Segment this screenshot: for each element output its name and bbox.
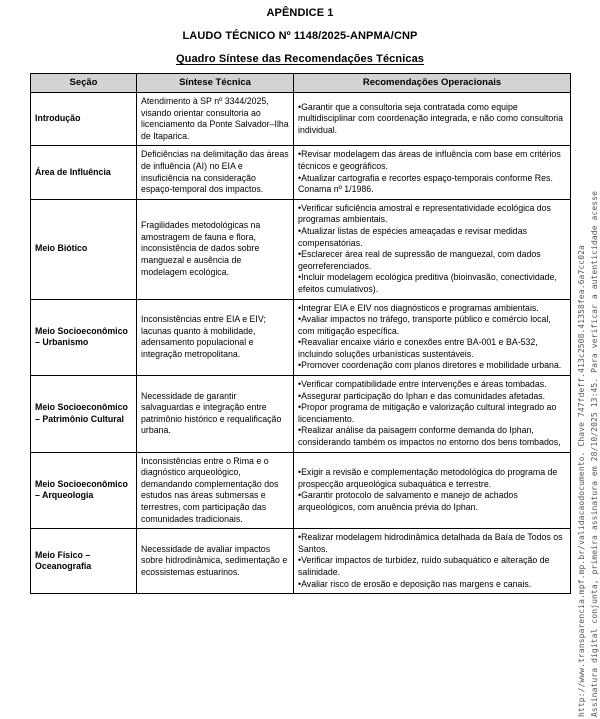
recommendation-item: • Reavaliar encaixe viário e conexões entre BA-001 e BA-532, incluindo soluções urbanísticas sustentáveis. bbox=[298, 337, 566, 360]
signature-validation-url: http://www.transparencia.mpf.mp.br/validacaodocumento. Chave 747fdeff.413c2508.41358fea.6a7cc02a bbox=[577, 245, 586, 717]
recommendation-item: • Verificar compatibilidade entre intervenções e áreas tombadas. bbox=[298, 379, 566, 391]
sintese-cell: Fragilidades metodológicas na amostragem de fauna e flora, inconsistência de dados sobre manguezal e ausência de modelagem ecológica. bbox=[137, 199, 294, 299]
recomendacoes-cell bbox=[294, 529, 571, 594]
recommendation-item: • Atualizar listas de espécies ameaçadas e revisar medidas compensatórias. bbox=[298, 226, 566, 249]
sintese-cell: Deficiências na delimitação das áreas de influência (AI) no EIA e insuficiência na consideração espaço-temporal dos impactos. bbox=[137, 146, 294, 199]
table-row bbox=[31, 376, 571, 453]
report-title: LAUDO TÉCNICO Nº 1148/2025-ANPMA/CNP bbox=[182, 30, 418, 42]
table-row bbox=[31, 529, 571, 594]
recommendation-item: • Garantir protocolo de salvamento e manejo de achados arqueológicos, com anuência prévia do Iphan. bbox=[298, 490, 566, 513]
secao-cell: Meio Físico – Oceanografia bbox=[31, 529, 137, 594]
recommendation-item: • Promover coordenação com planos diretores e mobilidade urbana. bbox=[298, 360, 566, 372]
recomendacoes-cell bbox=[294, 452, 571, 529]
recomendacoes-cell bbox=[294, 199, 571, 299]
recommendation-item: • Incluir modelagem ecológica preditiva (bioinvasão, conectividade, efeitos cumulativos). bbox=[298, 272, 566, 295]
recomendacoes-cell bbox=[294, 146, 571, 199]
recomendacoes-cell bbox=[294, 376, 571, 453]
secao-cell: Área de Influência bbox=[31, 146, 137, 199]
sintese-cell: Necessidade de avaliar impactos sobre hidrodinâmica, sedimentação e ecossistemas estuarinos. bbox=[137, 529, 294, 594]
recommendation-item: • Propor programa de mitigação e valorização cultural integrado ao licenciamento. bbox=[298, 402, 566, 425]
recommendations-table bbox=[30, 73, 571, 594]
recommendation-item: • Revisar modelagem das áreas de influência com base em critérios técnicos e geográficos. bbox=[298, 149, 566, 172]
recommendation-item: • Realizar modelagem hidrodinâmica detalhada da Baía de Todos os Santos. bbox=[298, 532, 566, 555]
recomendacoes-cell bbox=[294, 299, 571, 376]
sintese-cell: Inconsistências entre o Rima e o diagnóstico arqueológico, demandando complementação dos estudos nas áreas submersas e terrestres, com participação das comunidades tradicionais. bbox=[137, 452, 294, 529]
sintese-cell: Necessidade de garantir salvaguardas e integração entre patrimônio histórico e requalificação urbana. bbox=[137, 376, 294, 453]
recommendation-item: • Avaliar risco de erosão e deposição nas margens e canais. bbox=[298, 579, 566, 591]
recommendation-item: • Realizar análise da paisagem conforme demanda do Iphan, considerando também os impactos no entorno dos bens tombados, bbox=[298, 425, 566, 448]
recommendation-item: • Atualizar cartografia e recortes espaço-temporais conforme Res. Conama nº 1/1986. bbox=[298, 173, 566, 196]
recommendation-item: • Integrar EIA e EIV nos diagnósticos e programas ambientais. bbox=[298, 303, 566, 315]
document-header bbox=[0, 0, 600, 66]
secao-cell: Meio Socioeconômico – Urbanismo bbox=[31, 299, 137, 376]
recommendation-item: • Assegurar participação do Iphan e das comunidades afetadas. bbox=[298, 391, 566, 403]
table-body bbox=[31, 93, 571, 594]
table-caption: Quadro Síntese das Recomendações Técnicas bbox=[175, 53, 425, 65]
sintese-cell: Inconsistências entre EIA e EIV; lacunas quanto à mobilidade, adensamento populacional e integração metropolitana. bbox=[137, 299, 294, 376]
table-row bbox=[31, 299, 571, 376]
secao-cell: Meio Socioeconômico – Patrimônio Cultural bbox=[31, 376, 137, 453]
recommendation-item: • Avaliar impactos no tráfego, transporte público e comércio local, com mitigação específica. bbox=[298, 314, 566, 337]
table-row bbox=[31, 199, 571, 299]
secao-cell: Introdução bbox=[31, 93, 137, 146]
table-row bbox=[31, 452, 571, 529]
column-header-secao: Seção bbox=[31, 74, 137, 93]
column-header-sintese: Síntese Técnica bbox=[137, 74, 294, 93]
digital-signature-text: Assinatura digital conjunta, primeira assinatura em 28/10/2025 13:45. Para verificar a autenticidade acesse bbox=[590, 190, 599, 717]
recommendation-item: • Verificar suficiência amostral e representatividade ecológica dos programas ambientais. bbox=[298, 203, 566, 226]
recomendacoes-cell bbox=[294, 93, 571, 146]
recommendation-item: • Esclarecer área real de supressão de manguezal, com dados georreferenciados. bbox=[298, 249, 566, 272]
sintese-cell: Atendimento à SP nº 3344/2025, visando orientar consultoria ao licenciamento da Ponte Salvador–Ilha de Itaparica. bbox=[137, 93, 294, 146]
recommendation-item: • Exigir a revisão e complementação metodológica do programa de prospecção arqueológica subaquática e terrestre. bbox=[298, 467, 566, 490]
appendix-title: APÊNDICE 1 bbox=[266, 7, 334, 19]
secao-cell: Meio Biótico bbox=[31, 199, 137, 299]
table-row bbox=[31, 93, 571, 146]
recommendation-item: • Verificar impactos de turbidez, ruído subaquático e alteração de salinidade. bbox=[298, 555, 566, 578]
column-header-recomendacoes: Recomendações Operacionais bbox=[294, 74, 571, 93]
table-row bbox=[31, 146, 571, 199]
secao-cell: Meio Socioeconômico – Arqueologia bbox=[31, 452, 137, 529]
recommendation-item: • Garantir que a consultoria seja contratada como equipe multidisciplinar com coordenação integrada, e não como consultoria individual. bbox=[298, 102, 566, 137]
table-header-row bbox=[31, 74, 571, 93]
